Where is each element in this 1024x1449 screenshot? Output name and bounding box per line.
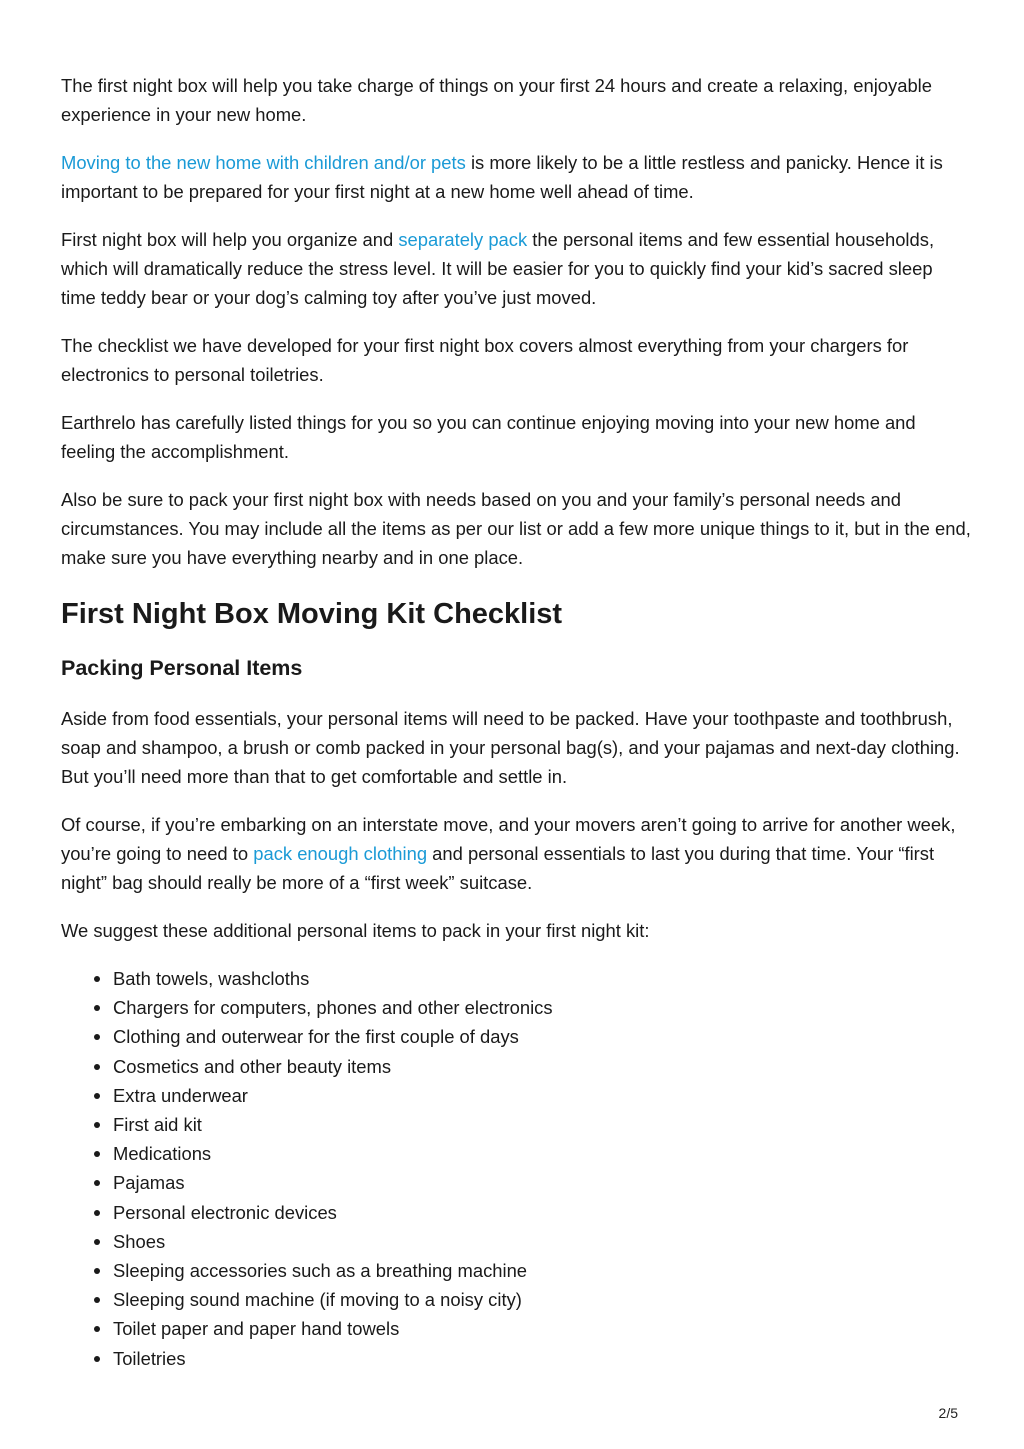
separately-pack-link[interactable]: separately pack (398, 229, 528, 250)
document-page (61, 71, 971, 1373)
list-item: Chargers for computers, phones and other electronics (113, 993, 971, 1022)
intro-paragraph-5: Earthrelo has carefully listed things for you so you can continue enjoying moving into your new home and feeling the accomplishment. (61, 412, 916, 462)
intro-paragraph-6: Also be sure to pack your first night box with needs based on you and your family’s personal needs and circumstances. You may include all the items as per our list or add a few more unique things to it, but in the end, make sure you have everything nearby and in one place. (61, 489, 971, 568)
page-number: 2/5 (938, 1405, 958, 1421)
personal-items-paragraph-2-before: Of course, if you’re embarking on an interstate move, and your movers aren’t going to arrive for another week, you’re going to need to (61, 814, 956, 864)
list-item: Pajamas (113, 1168, 971, 1197)
intro-paragraph-3 (61, 225, 971, 312)
pack-enough-clothing-link[interactable]: pack enough clothing (253, 843, 428, 864)
personal-items-paragraph-3: We suggest these additional personal items to pack in your first night kit: (61, 920, 650, 941)
list-item: Toilet paper and paper hand towels (113, 1314, 971, 1343)
intro-paragraph-4: The checklist we have developed for your first night box covers almost everything from your chargers for electronics to personal toiletries. (61, 335, 909, 385)
intro-paragraph-2-text: is more likely to be a little restless and panicky. Hence it is important to be prepared for your first night at a new home well ahead of time. (61, 152, 943, 202)
personal-items-paragraph-2 (61, 810, 971, 897)
list-item: First aid kit (113, 1110, 971, 1139)
list-item: Clothing and outerwear for the first couple of days (113, 1022, 971, 1051)
list-item: Cosmetics and other beauty items (113, 1052, 971, 1081)
personal-items-heading: Packing Personal Items (61, 656, 303, 680)
list-item: Toiletries (113, 1344, 971, 1373)
intro-paragraph-2 (61, 148, 971, 206)
list-item: Shoes (113, 1227, 971, 1256)
list-item: Sleeping sound machine (if moving to a noisy city) (113, 1285, 971, 1314)
moving-with-children-pets-link[interactable]: Moving to the new home with children and/or pets (61, 152, 466, 173)
intro-paragraph-3-after: the personal items and few essential households, which will dramatically reduce the stress level. It will be easier for you to quickly find your kid’s sacred sleep time teddy bear or your dog’s calming toy after you’ve just moved. (61, 229, 935, 308)
intro-paragraph-3-before: First night box will help you organize and (61, 229, 399, 250)
list-item: Personal electronic devices (113, 1198, 971, 1227)
list-item: Sleeping accessories such as a breathing machine (113, 1256, 971, 1285)
list-item: Bath towels, washcloths (113, 964, 971, 993)
list-item: Medications (113, 1139, 971, 1168)
personal-items-paragraph-1: Aside from food essentials, your personal items will need to be packed. Have your toothpaste and toothbrush, soap and shampoo, a brush or comb packed in your personal bag(s), and your pajamas and next-day clothing. But you’ll need more than that to get comfortable and settle in. (61, 708, 960, 787)
intro-paragraph-1: The first night box will help you take charge of things on your first 24 hours and create a relaxing, enjoyable experience in your new home. (61, 75, 932, 125)
personal-items-paragraph-2-after: and personal essentials to last you during that time. Your “first night” bag should really be more of a “first week” suitcase. (61, 843, 935, 893)
list-item: Extra underwear (113, 1081, 971, 1110)
personal-items-list (61, 964, 971, 1373)
checklist-heading: First Night Box Moving Kit Checklist (61, 598, 563, 630)
